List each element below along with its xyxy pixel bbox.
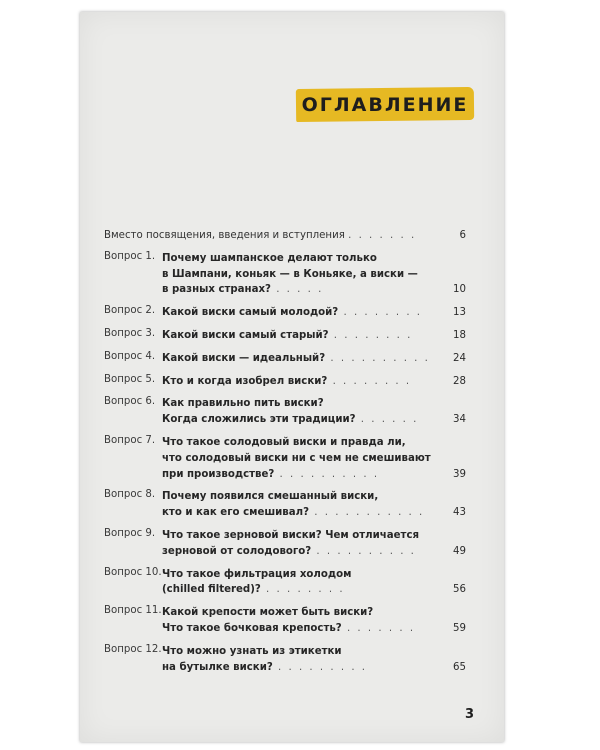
- toc-entry: [104, 251, 466, 298]
- toc-page-number: 39: [453, 468, 466, 480]
- leader-dots: . . . . . . . .: [327, 375, 412, 387]
- question-body: [162, 489, 466, 521]
- question-line: [162, 644, 466, 660]
- question-label: Вопрос 6.: [104, 396, 156, 408]
- toc-entry: [104, 305, 466, 321]
- question-text: Какой виски самый старый?: [162, 329, 329, 341]
- toc-page-number: 59: [453, 622, 466, 634]
- toc-entry: [104, 396, 466, 428]
- toc-entry: [104, 528, 466, 560]
- question-text: на бутылке виски?: [162, 661, 273, 673]
- question-text: зерновой от солодового?: [162, 545, 312, 557]
- question-text: кто и как его смешивал?: [162, 507, 310, 519]
- toc-page-number: 28: [453, 375, 466, 387]
- question-body: [162, 567, 466, 599]
- question-text: Как правильно пить виски?: [162, 398, 324, 410]
- question-text: Когда сложились эти традиции?: [162, 414, 356, 426]
- leader-dots: . . . . . . . . . .: [325, 352, 430, 364]
- question-line: [162, 467, 466, 483]
- question-label: Вопрос 7.: [104, 434, 156, 446]
- question-text: Что можно узнать из этикетки: [162, 645, 342, 657]
- question-line: [162, 251, 466, 267]
- question-line: [162, 505, 466, 521]
- question-line: [162, 305, 466, 321]
- question-label: Вопрос 3.: [104, 327, 156, 339]
- toc-page-number: 6: [459, 230, 466, 241]
- toc-page-number: 13: [453, 307, 466, 319]
- question-text: Что такое бочковая крепость?: [162, 622, 342, 634]
- question-body: [162, 644, 466, 676]
- leader-dots: . . . . . .: [355, 414, 419, 426]
- question-line: [162, 544, 466, 560]
- question-text: Что такое солодовый виски и правда ли,: [162, 436, 406, 448]
- toc-page-number: 49: [453, 545, 466, 557]
- question-line: [162, 489, 466, 505]
- question-body: [162, 435, 466, 482]
- leader-dots: . . . . . . .: [348, 230, 417, 241]
- question-text: при производстве?: [162, 468, 275, 480]
- question-text: Какой виски — идеальный?: [162, 352, 326, 364]
- question-line: [162, 412, 466, 428]
- question-label: Вопрос 11.: [104, 605, 162, 617]
- question-line: [162, 582, 466, 598]
- leader-dots: . . . . . . . . . . .: [309, 507, 425, 519]
- question-body: [162, 528, 466, 560]
- question-line: [162, 374, 466, 390]
- toc-page-number: 10: [453, 284, 466, 296]
- question-line: [162, 267, 466, 283]
- leader-dots: . . . . . . . .: [260, 584, 345, 596]
- leader-dots: . . . . . . . .: [328, 329, 413, 341]
- toc-page-number: 24: [453, 352, 466, 364]
- toc-page-number: 56: [453, 584, 466, 596]
- toc-entry-intro: [104, 228, 466, 244]
- question-label: Вопрос 2.: [104, 305, 156, 317]
- toc-entry: [104, 605, 466, 637]
- question-text: Почему шампанское делают только: [162, 252, 377, 264]
- toc-entry: [104, 328, 466, 344]
- heading-text: ОГЛАВЛЕНИЕ: [301, 94, 469, 116]
- question-line: [162, 282, 466, 298]
- leader-dots: . . . . . . . . . .: [311, 545, 416, 557]
- question-text: (chilled filtered)?: [162, 584, 261, 596]
- toc-page-number: 65: [453, 661, 466, 673]
- question-body: [162, 396, 466, 428]
- question-line: [162, 605, 466, 621]
- toc-entry: [104, 374, 466, 390]
- question-body: [162, 328, 466, 344]
- table-of-contents: [104, 228, 466, 682]
- toc-page-number: 18: [453, 329, 466, 341]
- toc-entry: [104, 489, 466, 521]
- toc-heading: [296, 84, 474, 126]
- question-line: [162, 567, 466, 583]
- question-body: [162, 305, 466, 321]
- question-body: [162, 251, 466, 298]
- question-label: Вопрос 12.: [104, 643, 162, 655]
- question-text: в Шампани, коньяк — в Коньяке, а виски —: [162, 268, 418, 280]
- leader-dots: . . . . .: [270, 284, 324, 296]
- question-text: Кто и когда изобрел виски?: [162, 375, 328, 387]
- toc-entry: [104, 644, 466, 676]
- question-line: [162, 528, 466, 544]
- question-label: Вопрос 10.: [104, 566, 162, 578]
- question-text: что солодовый виски ни с чем не смешивают: [162, 452, 431, 464]
- question-body: [162, 605, 466, 637]
- question-text: в разных странах?: [162, 284, 271, 296]
- question-label: Вопрос 8.: [104, 489, 156, 501]
- leader-dots: . . . . . . . . . .: [274, 468, 380, 480]
- question-label: Вопрос 9.: [104, 527, 156, 539]
- question-line: [162, 396, 466, 412]
- question-line: [162, 621, 466, 637]
- toc-entry-text: Вместо посвящения, введения и вступления: [104, 230, 345, 241]
- question-line: [162, 435, 466, 451]
- toc-entry: [104, 351, 466, 367]
- leader-dots: . . . . . . .: [341, 622, 416, 634]
- toc-page-number: 34: [453, 414, 466, 426]
- leader-dots: . . . . . . . .: [338, 307, 423, 319]
- toc-entry: [104, 567, 466, 599]
- leader-dots: . . . . . . . . .: [272, 661, 368, 673]
- question-line: [162, 451, 466, 467]
- question-body: [162, 351, 466, 367]
- question-text: Какой крепости может быть виски?: [162, 607, 374, 619]
- question-text: Что такое зерновой виски? Чем отличается: [162, 529, 420, 541]
- question-label: Вопрос 5.: [104, 373, 156, 385]
- question-text: Почему появился смешанный виски,: [162, 491, 379, 503]
- question-label: Вопрос 4.: [104, 350, 156, 362]
- page-number: 3: [464, 707, 474, 722]
- question-line: [162, 328, 466, 344]
- question-line: [162, 660, 466, 676]
- question-text: Что такое фильтрация холодом: [162, 568, 352, 580]
- question-body: [162, 374, 466, 390]
- question-text: Какой виски самый молодой?: [162, 307, 339, 319]
- toc-page-number: 43: [453, 507, 466, 519]
- book-page: [80, 12, 504, 742]
- question-line: [162, 351, 466, 367]
- question-label: Вопрос 1.: [104, 250, 156, 262]
- toc-entry: [104, 435, 466, 482]
